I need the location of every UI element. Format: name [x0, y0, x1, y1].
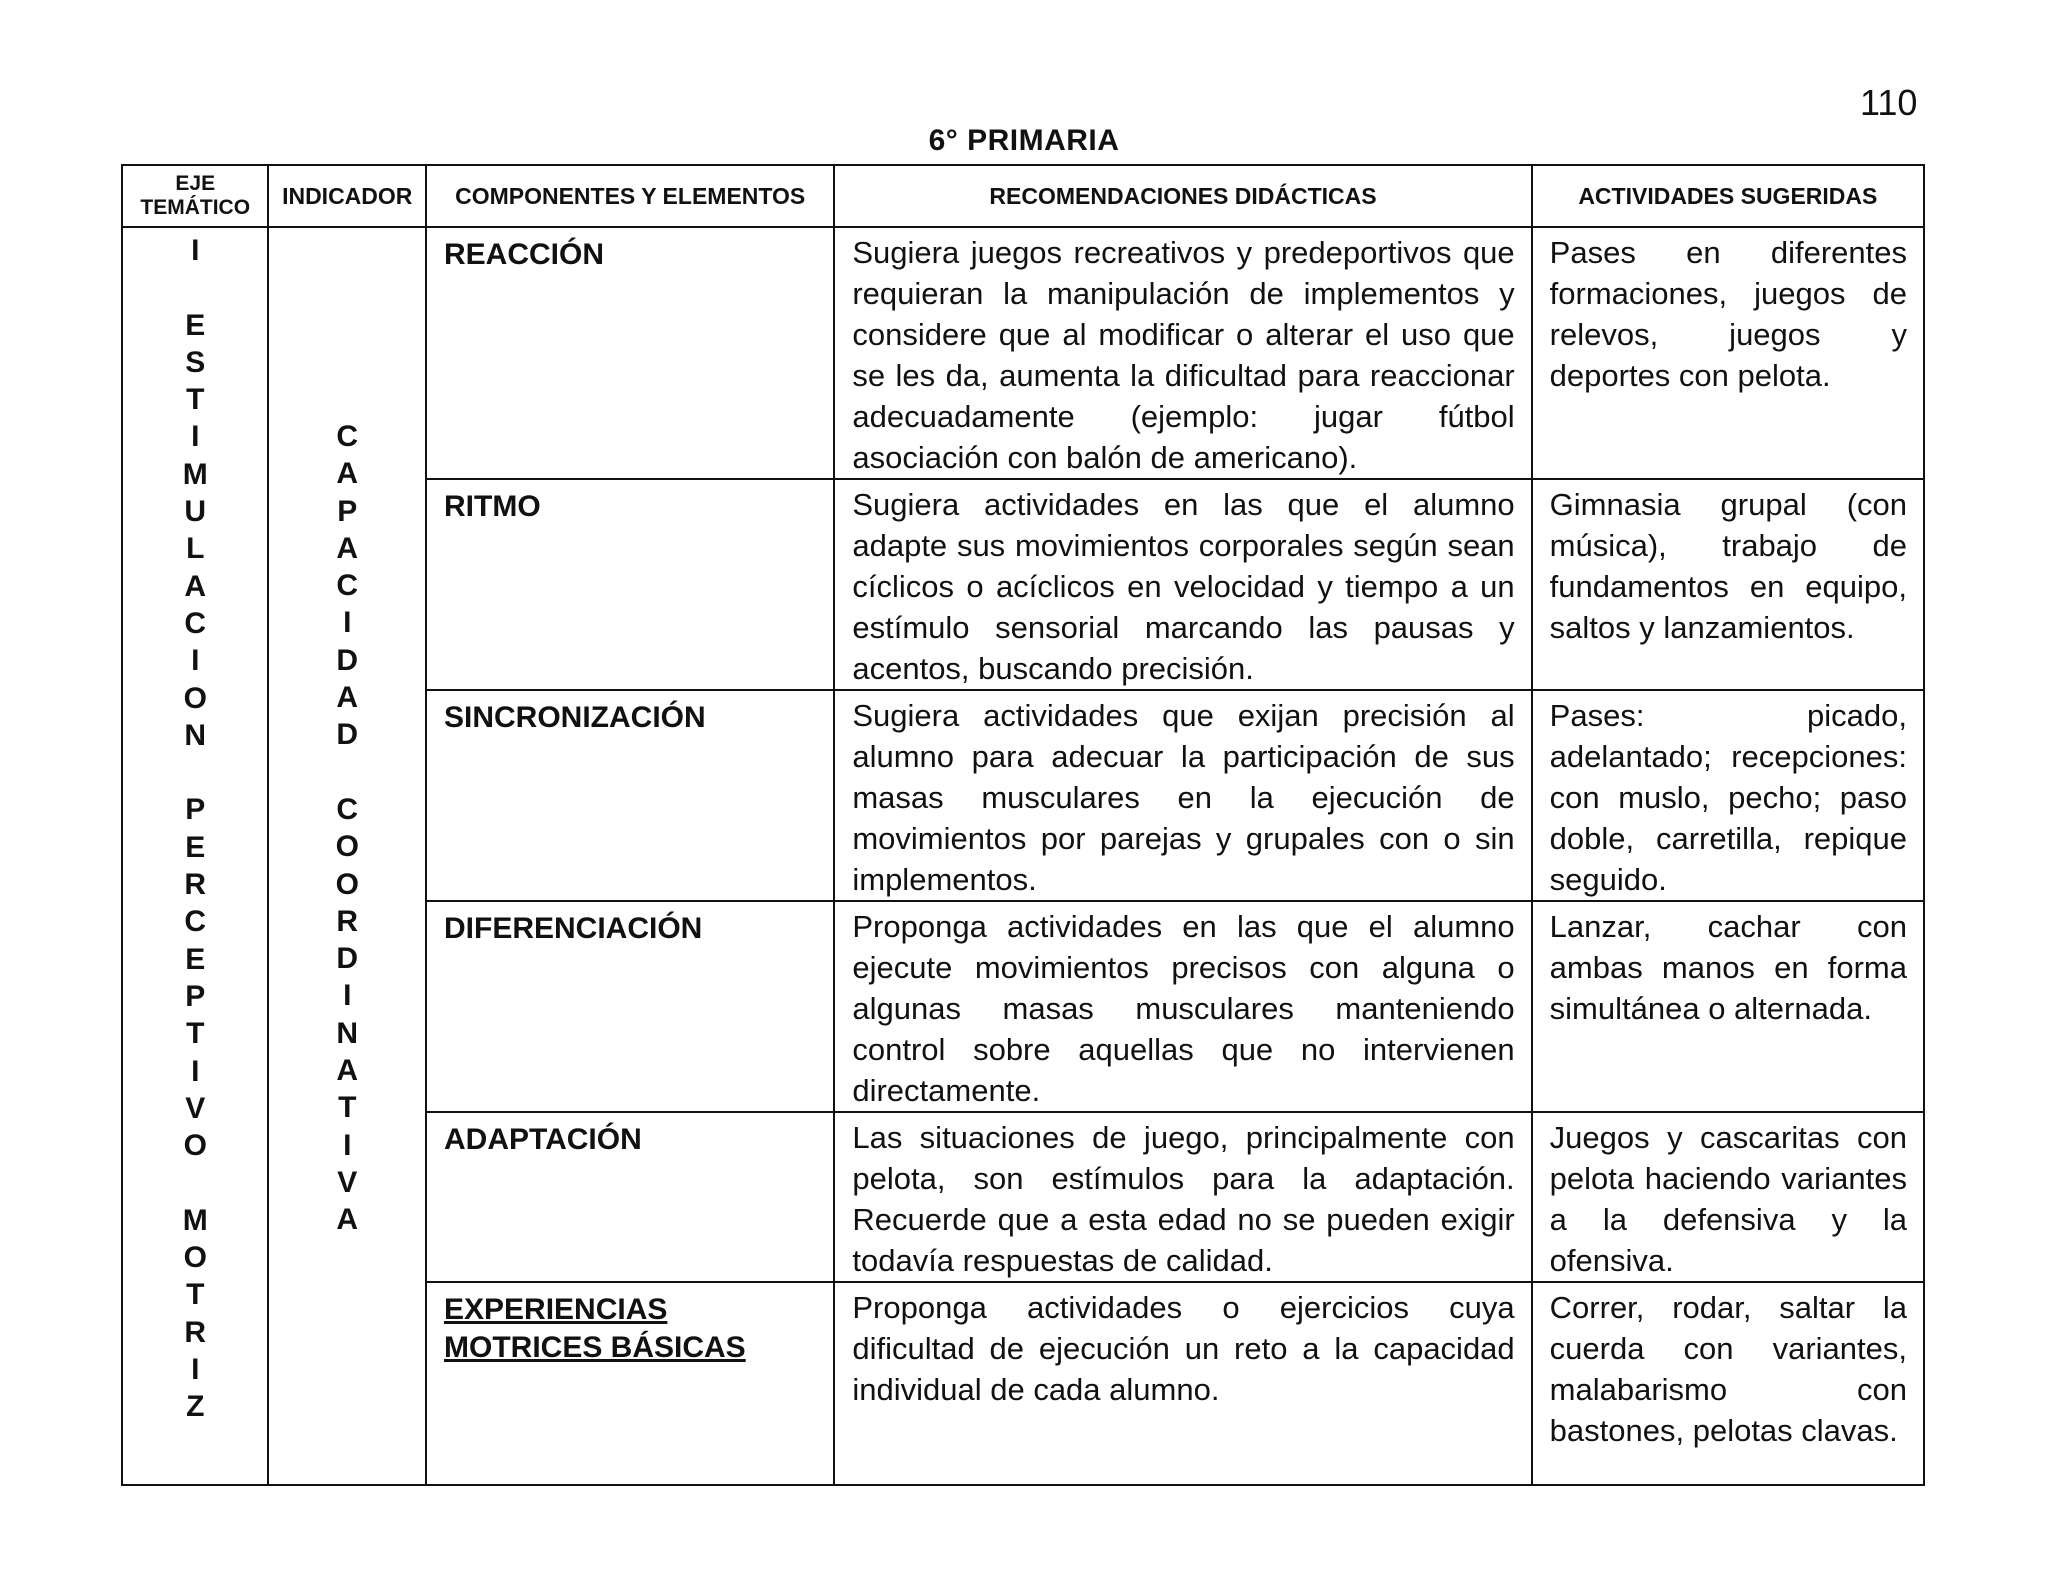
- curriculum-table: [121, 164, 1925, 1486]
- header-actividades: ACTIVIDADES SUGERIDAS: [1532, 165, 1924, 227]
- document-title: 6° PRIMARIA: [928, 124, 1120, 157]
- actividad-cell: Pases: picado, adelantado; recepciones: con muslo, pecho; paso doble, carretilla, repique seguido.: [1532, 690, 1924, 901]
- actividad-cell: Gimnasia grupal (con música), trabajo de fundamentos en equipo, saltos y lanzamientos.: [1532, 479, 1924, 690]
- componente-cell: ADAPTACIÓN: [426, 1112, 834, 1282]
- indicador-text: C A P A C I D A D C O O R D I N A T I V A: [335, 420, 359, 1237]
- componente-cell: SINCRONIZACIÓN: [426, 690, 834, 901]
- actividad-cell: Correr, rodar, saltar la cuerda con variantes, malabarismo con bastones, pelotas clavas.: [1532, 1282, 1924, 1485]
- actividad-cell: Pases en diferentes formaciones, juegos de relevos, juegos y deportes con pelota.: [1532, 227, 1924, 479]
- header-eje-tematico: EJE TEMÁTICO: [122, 165, 268, 227]
- recomendacion-cell: Sugiera actividades en las que el alumno adapte sus movimientos corporales según sean cíclicos o acíclicos en velocidad y tiempo a un estímulo sensorial marcando las pausas y acentos, buscando precisión.: [834, 479, 1531, 690]
- actividad-cell: Juegos y cascaritas con pelota haciendo variantes a la defensiva y la ofensiva.: [1532, 1112, 1924, 1282]
- recomendacion-cell: Las situaciones de juego, principalmente con pelota, son estímulos para la adaptación. Recuerde que a esta edad no se pueden exigir todavía respuestas de calidad.: [834, 1112, 1531, 1282]
- eje-tematico-cell: [122, 227, 268, 1485]
- table-row: [122, 227, 1924, 479]
- componente-cell: RITMO: [426, 479, 834, 690]
- table-header-row: [122, 165, 1924, 227]
- recomendacion-cell: Proponga actividades o ejercicios cuya dificultad de ejecución un reto a la capacidad individual de cada alumno.: [834, 1282, 1531, 1485]
- header-recomendaciones: RECOMENDACIONES DIDÁCTICAS: [834, 165, 1531, 227]
- componente-cell: REACCIÓN: [426, 227, 834, 479]
- componente-cell: EXPERIENCIAS MOTRICES BÁSICAS: [426, 1282, 834, 1485]
- recomendacion-cell: Sugiera actividades que exijan precisión al alumno para adecuar la participación de sus masas musculares en la ejecución de movimientos por parejas y grupales con o sin implementos.: [834, 690, 1531, 901]
- page-number: 110: [1860, 82, 1918, 123]
- header-componentes: COMPONENTES Y ELEMENTOS: [426, 165, 834, 227]
- header-indicador: INDICADOR: [268, 165, 426, 227]
- eje-tematico-text: I E S T I M U L A C I O N P E R C E P T I V O M O T R I Z: [182, 234, 208, 1424]
- componente-cell: DIFERENCIACIÓN: [426, 901, 834, 1112]
- indicador-cell: [268, 227, 426, 1485]
- recomendacion-cell: Proponga actividades en las que el alumno ejecute movimientos precisos con alguna o algunas masas musculares manteniendo control sobre aquellas que no intervienen directamente.: [834, 901, 1531, 1112]
- recomendacion-cell: Sugiera juegos recreativos y predeportivos que requieran la manipulación de implementos y considere que al modificar o alterar el uso que se les da, aumenta la dificultad para reaccionar adecuadamente (ejemplo: jugar fútbol asociación con balón de americano).: [834, 227, 1531, 479]
- actividad-cell: Lanzar, cachar con ambas manos en forma simultánea o alternada.: [1532, 901, 1924, 1112]
